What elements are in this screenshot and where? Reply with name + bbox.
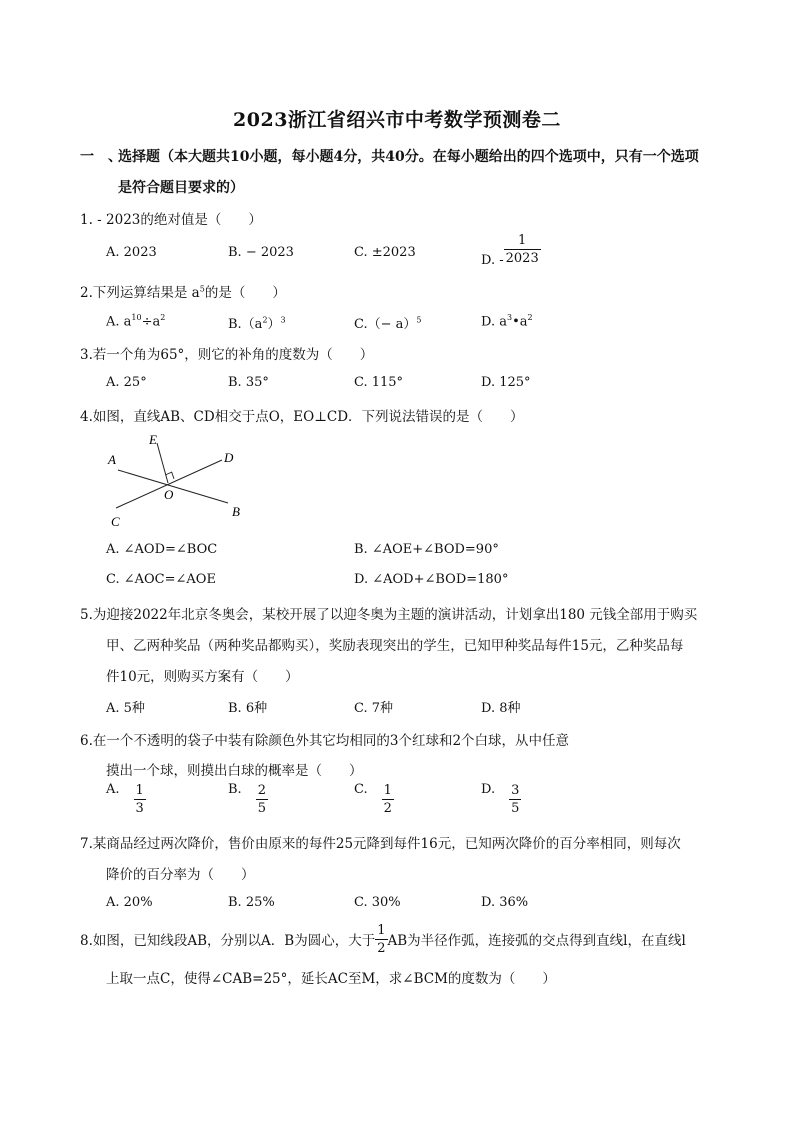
q3-option-d: D. 125°: [481, 375, 531, 390]
question-4-stem: 4.如图，直线AB、CD相交于点O，EO⊥CD．下列说法错误的是（ ）: [80, 409, 524, 425]
question-1-stem: 1. - 2023的绝对值是（ ）: [80, 212, 262, 228]
q4-option-b: B. ∠AOE+∠BOD=90°: [354, 542, 499, 557]
question-3-stem: 3.若一个角为65°，则它的补角的度数为（ ）: [80, 347, 374, 363]
q7-option-b: B. 25%: [228, 895, 275, 910]
q6-option-c: C. $\frac{1}{2}$: [354, 782, 392, 816]
question-1-options: [106, 234, 726, 274]
q4-option-c: C. ∠AOC=∠AOE: [106, 572, 216, 587]
question-5-line2: 甲、乙两种奖品（两种奖品都购买），奖励表现突出的学生，已知甲种奖品每件15元，乙种奖品每: [106, 638, 684, 654]
q1-option-d-fraction: $\frac{1}{2023}$: [505, 233, 539, 266]
q5-option-a: A. 5种: [106, 701, 145, 716]
question-4-options-row2: [106, 572, 726, 598]
label-e: E: [149, 432, 157, 447]
q3-option-b: B. 35°: [228, 375, 269, 390]
section-number: 一 、: [80, 149, 122, 165]
label-o: O: [164, 487, 174, 502]
label-d: D: [224, 450, 234, 465]
q5-option-c: C. 7种: [354, 701, 394, 716]
question-4-options-row1: [106, 542, 726, 568]
q1-option-d: D. - $\frac{1}{2023}$: [481, 233, 539, 268]
question-7-line1: 7.某商品经过两次降价，售价由原来的每件25元降到每件16元，已知两次降价的百分率相同，则每次: [80, 836, 681, 852]
q6-option-b: B. $\frac{2}{5}$: [228, 782, 266, 816]
q4-option-a: A. ∠AOD=∠BOC: [106, 542, 218, 557]
question-5-line3: 件10元，则购买方案有（ ）: [106, 669, 299, 685]
question-6-options: [106, 784, 726, 824]
q1-option-b: B. − 2023: [228, 245, 294, 260]
question-2-stem: 2.下列运算结果是 $a^5$的是（ ）: [80, 284, 286, 301]
question-8-line1: 8.如图，已知线段AB，分别以A．B为圆心，大于 $\frac{1}{2}$ AB为半径作弧，连接弧的交点得到直线l，在直线l: [80, 923, 686, 956]
q6-option-d: D. $\frac{3}{5}$: [481, 782, 520, 816]
q6-option-a: A. $\frac{1}{3}$: [106, 782, 144, 816]
question-2-options: [106, 313, 726, 339]
q3-option-c: C. 115°: [354, 375, 404, 390]
q4-intersecting-lines-figure: [106, 428, 256, 533]
label-a: A: [108, 452, 116, 467]
q6-option-b-fraction: $\frac{2}{5}$: [257, 783, 266, 816]
question-6-line2: 摸出一个球，则摸出白球的概率是（ ）: [106, 763, 363, 779]
q6-option-a-fraction: $\frac{1}{3}$: [135, 783, 144, 816]
q7-option-c: C. 30%: [354, 895, 401, 910]
section-instructions-line1: 选择题（本大题共10小题，每小题4分，共40分。在每小题给出的四个选项中，只有一个选项: [118, 149, 699, 165]
question-3-options: [106, 375, 726, 401]
question-7-options: [106, 895, 726, 921]
q5-option-b: B. 6种: [228, 701, 268, 716]
line-eo: [157, 443, 168, 483]
q2-option-b: $B.(a^2)^3$: [228, 315, 286, 332]
q2-option-d: D. $a^3•a^2$: [481, 313, 533, 330]
label-c: C: [111, 514, 120, 529]
q7-option-a: A. 20%: [106, 895, 153, 910]
q8-half-fraction: $\frac{1}{2}$: [377, 923, 386, 956]
q7-option-d: D. 36%: [481, 895, 529, 910]
section-instructions-line2: 是符合题目要求的）: [118, 180, 244, 196]
q6-option-c-fraction: $\frac{1}{2}$: [383, 783, 392, 816]
question-8-line2: 上取一点C，使得∠CAB=25°，延长AC至M，求∠BCM的度数为（ ）: [106, 971, 556, 987]
label-b: B: [232, 504, 240, 519]
q1-option-c: C. ±2023: [354, 245, 416, 260]
q1-option-a: A. 2023: [106, 245, 157, 260]
section-heading-cont: [80, 177, 720, 197]
q3-option-a: A. 25°: [106, 375, 147, 390]
question-6-line1: 6.在一个不透明的袋子中装有除颜色外其它均相同的3个红球和2个白球，从中任意: [80, 733, 570, 749]
q2-option-a: A. $a^{10}\div a^2$: [106, 313, 166, 330]
q4-option-d: D. ∠AOD+∠BOD=180°: [354, 572, 509, 587]
q2-option-c: $C.(- a)^5$: [354, 315, 422, 332]
q6-option-d-fraction: $\frac{3}{5}$: [511, 783, 520, 816]
question-5-options: [106, 697, 726, 723]
q5-option-d: D. 8种: [481, 701, 521, 716]
section-heading: [80, 146, 720, 166]
page-title: 2023浙江省绍兴市中考数学预测卷二: [233, 109, 561, 131]
question-7-line2: 降价的百分率为（ ）: [106, 867, 255, 883]
question-5-line1: 5.为迎接2022年北京冬奥会，某校开展了以迎冬奥为主题的演讲活动，计划拿出180 元钱全部用于购买: [80, 607, 698, 623]
